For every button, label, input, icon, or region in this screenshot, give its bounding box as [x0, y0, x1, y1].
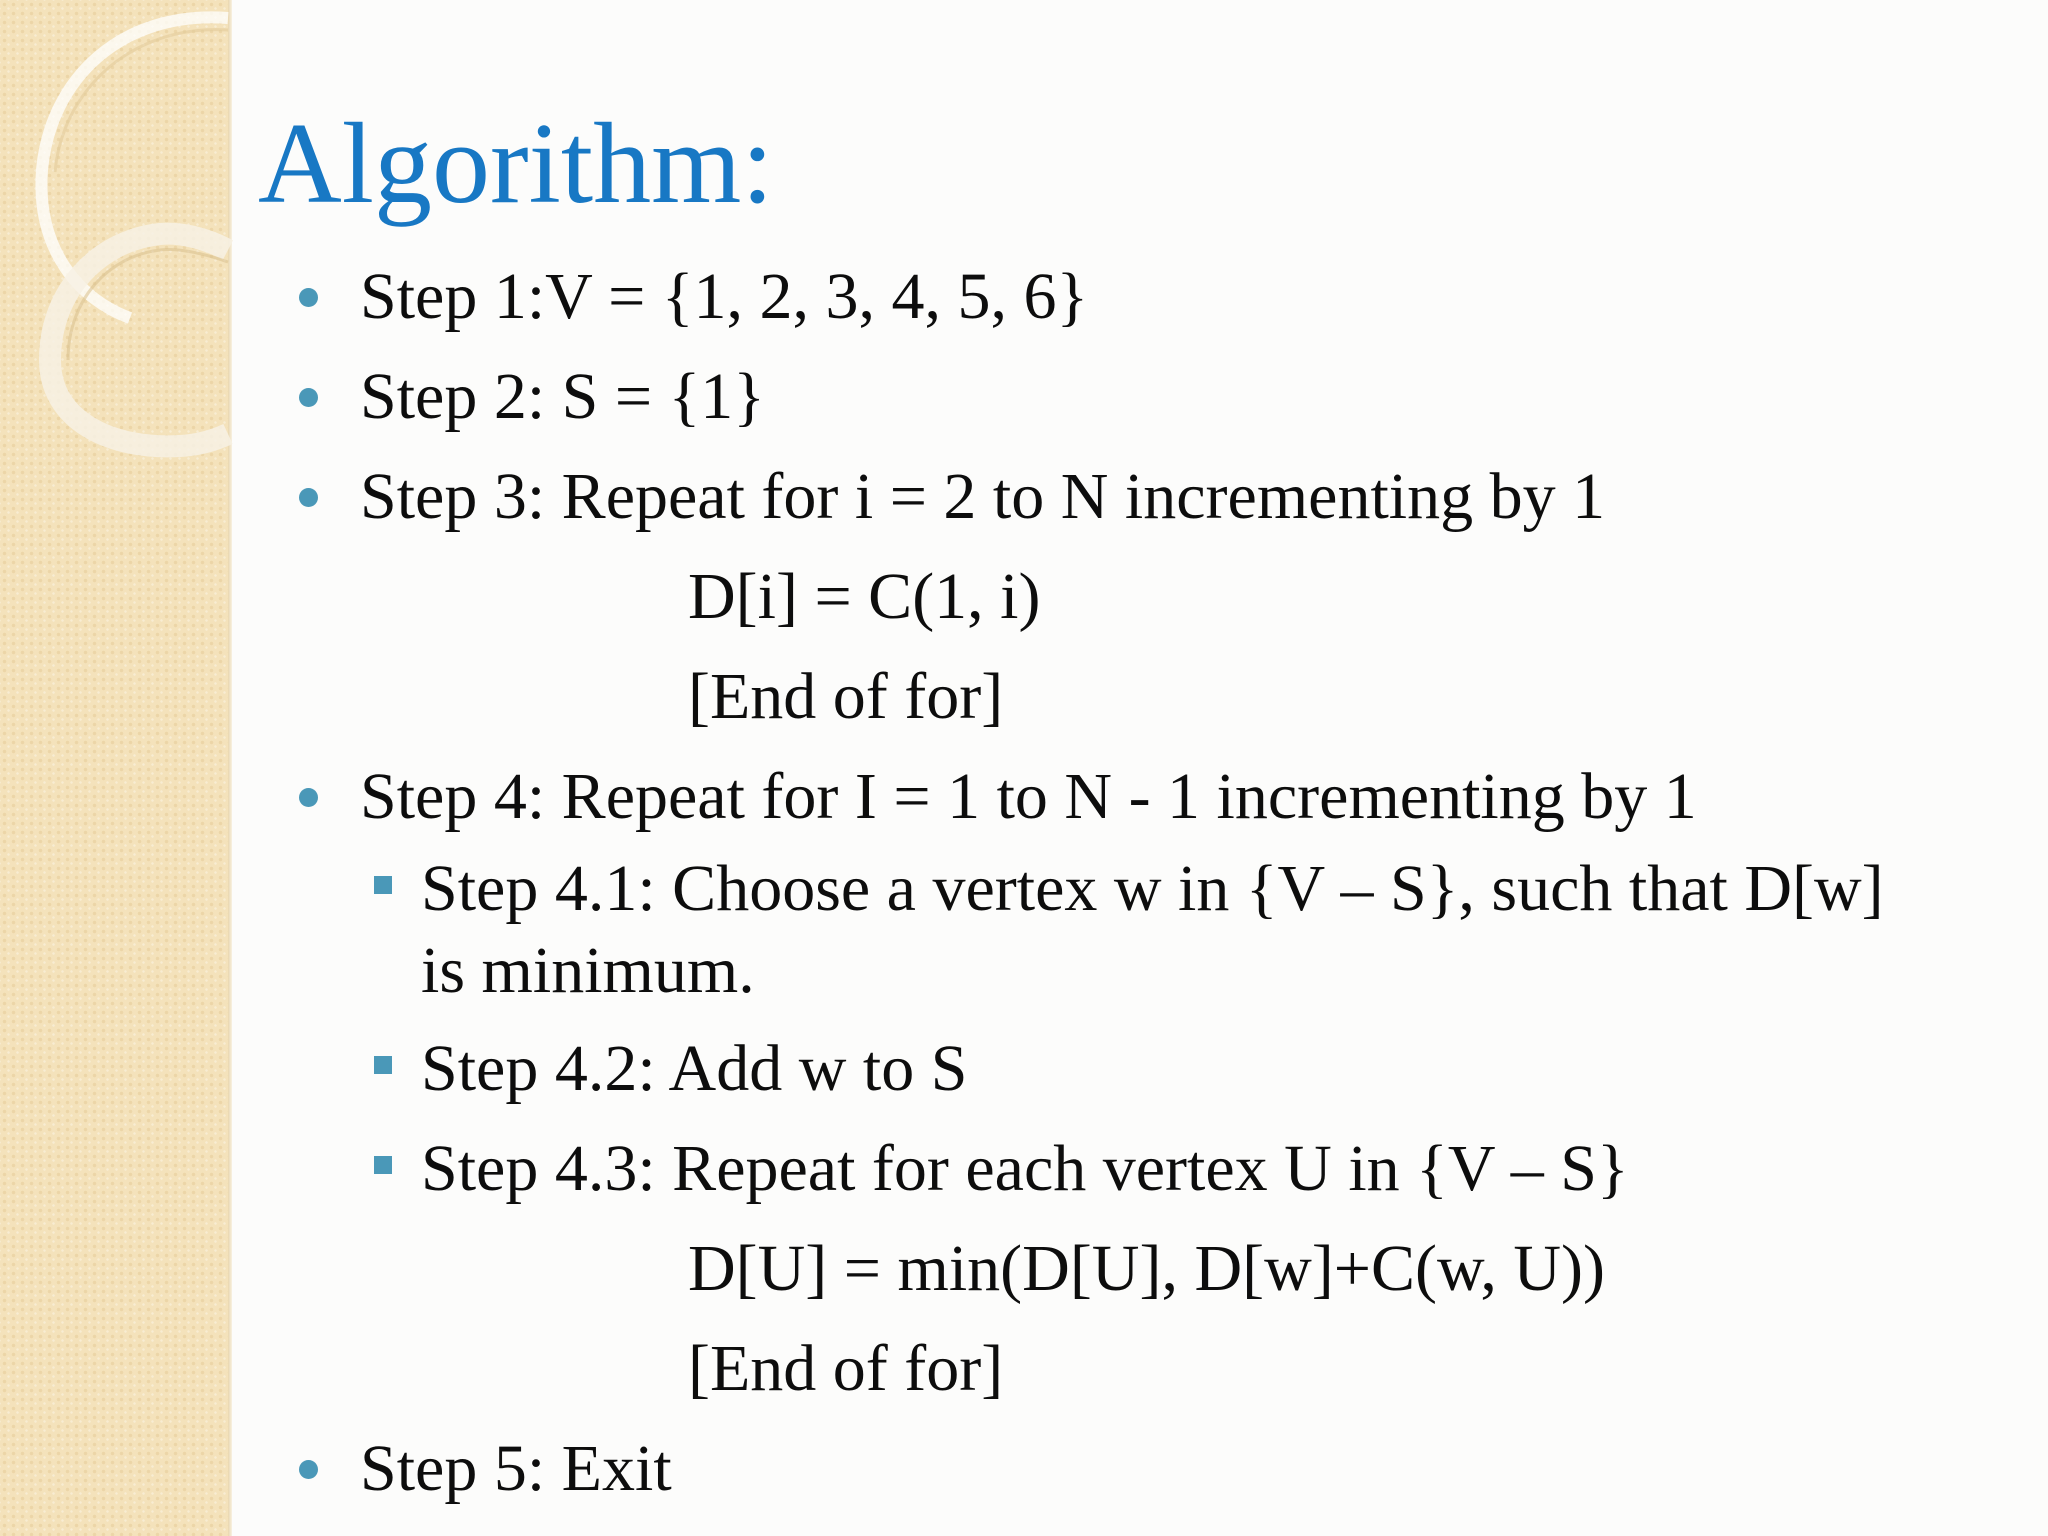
step-5: Step 5: Exit [360, 1432, 672, 1505]
step-1: Step 1:V = {1, 2, 3, 4, 5, 6} [360, 260, 1089, 333]
step-3-end: [End of for] [688, 660, 1004, 733]
step-4-1-line-2: is minimum. [421, 934, 755, 1007]
step-3-body: D[i] = C(1, i) [688, 560, 1041, 633]
decorative-ring-upper-shade [55, 30, 228, 172]
step-4-3-end: [End of for] [688, 1332, 1004, 1405]
bullet-square-icon [374, 876, 392, 894]
step-4-3-body: D[U] = min(D[U], D[w]+C(w, U)) [688, 1232, 1605, 1305]
bullet-dot-icon [299, 1460, 318, 1479]
bullet-dot-icon [299, 788, 318, 807]
slide-title: Algorithm: [258, 100, 774, 228]
bullet-dot-icon [299, 288, 318, 307]
decorative-ring-lower [50, 234, 228, 447]
step-4-3: Step 4.3: Repeat for each vertex U in {V – S} [421, 1132, 1629, 1205]
step-2: Step 2: S = {1} [360, 360, 765, 433]
step-4: Step 4: Repeat for I = 1 to N - 1 incrementing by 1 [360, 760, 1697, 833]
bullet-square-icon [374, 1056, 392, 1074]
step-4-1-line-1: Step 4.1: Choose a vertex w in {V – S}, such that D[w] [421, 852, 1884, 925]
decorative-rings [0, 0, 260, 480]
step-3: Step 3: Repeat for i = 2 to N incrementing by 1 [360, 460, 1606, 533]
step-4-2: Step 4.2: Add w to S [421, 1032, 968, 1105]
bullet-dot-icon [299, 388, 318, 407]
bullet-dot-icon [299, 488, 318, 507]
bullet-square-icon [374, 1156, 392, 1174]
